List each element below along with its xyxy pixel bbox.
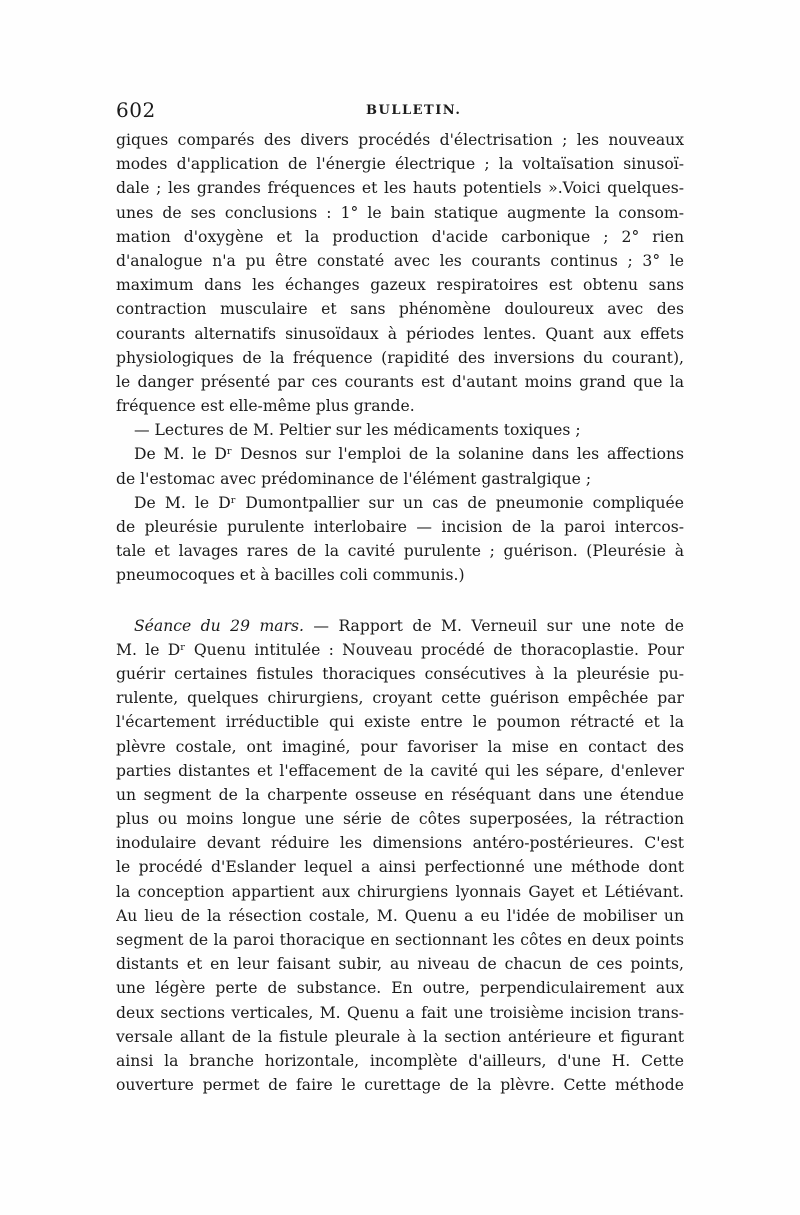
text-line: plus ou moins longue une série de côtes superposées, la rétraction <box>116 810 684 829</box>
text-line: le procédé d'Eslander lequel a ainsi perfectionné une méthode dont <box>116 858 684 877</box>
text-line: courants alternatifs sinusoïdaux à périodes lentes. Quant aux effets <box>116 324 684 343</box>
text-line: modes d'application de l'énergie électrique ; la voltaïsation sinusoï- <box>116 155 684 174</box>
text-line: De M. le Dʳ Desnos sur l'emploi de la solanine dans les affections <box>134 445 684 464</box>
text-line: inodulaire devant réduire les dimensions antéro-postérieures. C'est <box>116 834 684 853</box>
text-line: unes de ses conclusions : 1° le bain statique augmente la consom- <box>116 203 684 222</box>
text-line: mation d'oxygène et la production d'acide carbonique ; 2° rien <box>116 227 684 246</box>
page-number: 602 <box>116 98 156 122</box>
text-line: la conception appartient aux chirurgiens lyonnais Gayet et Létiévant. <box>116 882 684 901</box>
text-line: pneumocoques et à bacilles coli communis.) <box>116 566 465 585</box>
paragraph-spacer <box>116 588 684 614</box>
seance-line-rest: — Rapport de M. Verneuil sur une note de <box>303 616 684 635</box>
text-line: maximum dans les échanges gazeux respiratoires est obtenu sans <box>116 276 684 295</box>
paragraph-peltier <box>116 418 684 442</box>
text-line: le danger présenté par ces courants est d'autant moins grand que la <box>116 372 684 391</box>
text-line: ainsi la branche horizontale, incomplète d'ailleurs, d'une H. Cette <box>116 1051 684 1070</box>
text-line: un segment de la charpente osseuse en réséquant dans une étendue <box>116 785 684 804</box>
paragraph-dumontpallier <box>116 491 684 588</box>
text-line: contraction musculaire et sans phénomène douloureux avec des <box>116 300 684 319</box>
paragraph-desnos <box>116 442 684 490</box>
text-line: de l'estomac avec prédominance de l'élément gastralgique ; <box>116 469 592 488</box>
text-line: giques comparés des divers procédés d'électrisation ; les nouveaux <box>116 131 684 149</box>
text-line: d'analogue n'a pu être constaté avec les courants continus ; 3° le <box>116 251 684 270</box>
text-line: guérir certaines fistules thoraciques consécutives à la pleurésie pu- <box>116 664 684 683</box>
text-line: M. le Dʳ Quenu intitulée : Nouveau procédé de thoracoplastie. Pour <box>116 640 684 659</box>
text-line: distants et en leur faisant subir, au niveau de chacun de ces points, <box>116 955 684 974</box>
text-line <box>116 614 684 638</box>
paragraph-seance <box>116 614 684 1098</box>
text-line: tale et lavages rares de la cavité purulente ; guérison. (Pleurésie à <box>116 542 684 561</box>
text-line: une légère perte de substance. En outre, perpendiculairement aux <box>116 979 684 998</box>
running-head <box>116 98 684 122</box>
text-line: physiologiques de la fréquence (rapidité des inversions du courant), <box>116 348 684 367</box>
text-line: fréquence est elle-même plus grande. <box>116 397 415 416</box>
text-line: parties distantes et l'effacement de la cavité qui les sépare, d'enlever <box>116 761 684 780</box>
text-line: l'écartement irréductible qui existe entre le poumon rétracté et la <box>116 713 684 732</box>
text-line: De M. le Dʳ Dumontpallier sur un cas de pneumonie compliquée <box>134 493 684 512</box>
text-line: rulente, quelques chirurgiens, croyant cette guérison empêchée par <box>116 689 684 708</box>
text-line: Au lieu de la résection costale, M. Quenu a eu l'idée de mobiliser un <box>116 906 684 925</box>
text-line: deux sections verticales, M. Quenu a fait une troisième incision trans- <box>116 1003 684 1022</box>
text-line: segment de la paroi thoracique en sectionnant les côtes en deux points <box>116 931 684 949</box>
running-title: BULLETIN. <box>366 103 462 118</box>
text-line: versale allant de la fistule pleurale à la section antérieure et figurant <box>116 1027 684 1046</box>
seance-date-label: Séance du 29 mars. <box>134 616 304 635</box>
body-text <box>116 128 684 1097</box>
text-line: de pleurésie purulente interlobaire — incision de la paroi intercos- <box>116 518 684 536</box>
text-line: dale ; les grandes fréquences et les hauts potentiels ».Voici quelques- <box>116 179 684 198</box>
text-line: — Lectures de M. Peltier sur les médicaments toxiques ; <box>134 421 581 440</box>
text-line: plèvre costale, ont imaginé, pour favoriser la mise en contact des <box>116 737 684 756</box>
paragraph-electrisation <box>116 128 684 418</box>
text-line: ouverture permet de faire le curettage de la plèvre. Cette méthode <box>116 1076 684 1095</box>
